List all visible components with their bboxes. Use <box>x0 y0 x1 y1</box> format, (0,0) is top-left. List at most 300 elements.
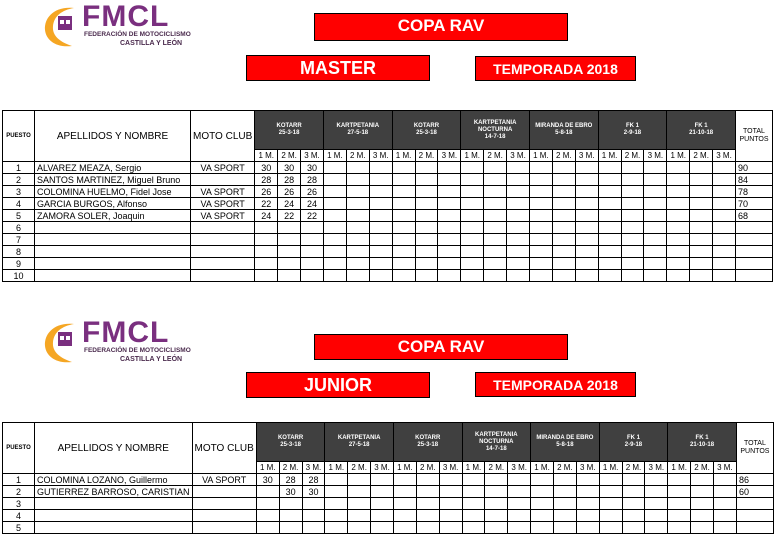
heat-header: 2 M. <box>346 150 369 162</box>
points-cell <box>439 474 462 486</box>
total-cell <box>735 234 772 246</box>
points-cell <box>369 186 392 198</box>
points-cell <box>278 270 301 282</box>
points-cell <box>484 246 507 258</box>
heat-header: 1 M. <box>531 462 554 474</box>
heat-header: 2 M. <box>690 150 713 162</box>
points-cell <box>369 270 392 282</box>
club-cell <box>192 498 256 510</box>
club-cell: VA SPORT <box>192 474 256 486</box>
points-cell <box>531 498 554 510</box>
points-cell <box>416 498 439 510</box>
points-cell <box>644 210 667 222</box>
points-cell <box>371 474 394 486</box>
name-cell: GARCIA BURGOS, Alfonso <box>35 198 191 210</box>
table-row <box>3 198 773 210</box>
club-cell <box>191 174 255 186</box>
heat-header: 1 M. <box>393 462 416 474</box>
points-cell <box>690 162 713 174</box>
points-cell <box>690 174 713 186</box>
points-cell <box>690 198 713 210</box>
points-cell <box>621 198 644 210</box>
points-cell <box>392 198 415 210</box>
table-row <box>3 162 773 174</box>
name-cell: ALVAREZ MEAZA, Sergio <box>35 162 191 174</box>
points-cell <box>531 510 554 522</box>
points-cell <box>531 474 554 486</box>
points-cell: 30 <box>255 162 278 174</box>
position-cell: 9 <box>3 258 35 270</box>
points-cell <box>461 198 484 210</box>
points-cell: 22 <box>255 198 278 210</box>
points-cell <box>552 186 575 198</box>
points-cell <box>302 498 325 510</box>
points-cell <box>369 222 392 234</box>
table-row <box>3 222 773 234</box>
points-cell <box>461 222 484 234</box>
points-cell <box>392 162 415 174</box>
club-cell: VA SPORT <box>191 186 255 198</box>
standings-table <box>2 422 774 534</box>
fmcl-emblem-icon <box>42 318 82 366</box>
position-cell: 1 <box>3 162 35 174</box>
points-cell <box>598 162 621 174</box>
points-cell <box>392 186 415 198</box>
points-cell <box>598 234 621 246</box>
position-cell: 10 <box>3 270 35 282</box>
points-cell <box>529 234 552 246</box>
points-cell <box>346 270 369 282</box>
race-header <box>529 111 598 150</box>
points-cell <box>667 198 690 210</box>
points-cell <box>644 222 667 234</box>
points-cell <box>301 234 324 246</box>
points-cell <box>621 186 644 198</box>
points-cell <box>691 474 714 486</box>
points-cell <box>323 222 346 234</box>
race-header <box>667 111 736 150</box>
points-cell <box>599 474 622 486</box>
points-cell <box>255 258 278 270</box>
heat-header: 1 M. <box>529 150 552 162</box>
points-cell <box>644 198 667 210</box>
points-cell <box>667 270 690 282</box>
points-cell <box>461 258 484 270</box>
points-cell <box>691 498 714 510</box>
points-cell <box>713 222 736 234</box>
points-cell <box>416 522 439 534</box>
points-cell <box>713 198 736 210</box>
heat-header: 1 M. <box>256 462 279 474</box>
club-cell <box>191 234 255 246</box>
points-cell <box>575 222 598 234</box>
points-cell <box>393 486 416 498</box>
heat-header: 3 M. <box>301 150 324 162</box>
name-cell: GUTIERREZ BARROSO, CARISTIAN <box>34 486 192 498</box>
points-cell <box>301 222 324 234</box>
points-cell <box>484 162 507 174</box>
heat-header: 3 M. <box>575 150 598 162</box>
total-cell <box>736 510 773 522</box>
points-cell <box>302 522 325 534</box>
points-cell <box>416 486 439 498</box>
points-cell <box>438 210 461 222</box>
points-cell <box>644 174 667 186</box>
points-cell <box>690 222 713 234</box>
position-cell: 8 <box>3 246 35 258</box>
points-cell <box>369 198 392 210</box>
heat-header: 1 M. <box>599 462 622 474</box>
total-cell <box>736 498 773 510</box>
points-cell <box>645 522 668 534</box>
points-cell <box>644 186 667 198</box>
points-cell <box>369 234 392 246</box>
points-cell <box>690 258 713 270</box>
total-cell <box>735 222 772 234</box>
points-cell <box>438 174 461 186</box>
table-row <box>3 258 773 270</box>
points-cell <box>621 246 644 258</box>
total-cell: 86 <box>736 474 773 486</box>
heat-header: 1 M. <box>392 150 415 162</box>
category-banner: JUNIOR <box>246 372 430 398</box>
points-cell <box>439 498 462 510</box>
race-header <box>323 111 392 150</box>
name-cell: ZAMORA SOLER, Joaquin <box>35 210 191 222</box>
points-cell <box>462 474 485 486</box>
points-cell <box>301 270 324 282</box>
position-cell: 3 <box>3 498 35 510</box>
points-cell <box>325 522 348 534</box>
points-cell <box>668 474 691 486</box>
fmcl-logo <box>42 2 242 52</box>
points-cell <box>369 246 392 258</box>
points-cell <box>439 522 462 534</box>
heat-header: 3 M. <box>713 462 736 474</box>
season-banner: TEMPORADA 2018 <box>475 372 636 397</box>
points-cell <box>371 498 394 510</box>
points-cell <box>691 486 714 498</box>
points-cell <box>438 198 461 210</box>
points-cell: 28 <box>255 174 278 186</box>
points-cell <box>529 186 552 198</box>
points-cell <box>576 522 599 534</box>
points-cell <box>346 162 369 174</box>
points-cell <box>575 162 598 174</box>
heat-header: 3 M. <box>507 150 530 162</box>
points-cell <box>325 510 348 522</box>
total-cell <box>735 246 772 258</box>
position-cell: 3 <box>3 186 35 198</box>
heat-header: 1 M. <box>668 462 691 474</box>
fmcl-emblem-icon <box>42 2 82 50</box>
season-banner: TEMPORADA 2018 <box>475 56 636 81</box>
points-cell <box>256 510 279 522</box>
points-cell <box>507 198 530 210</box>
heat-header: 2 M. <box>553 462 576 474</box>
heat-header: 3 M. <box>508 462 531 474</box>
points-cell <box>415 222 438 234</box>
points-cell <box>575 246 598 258</box>
points-cell <box>668 510 691 522</box>
points-cell <box>552 210 575 222</box>
points-cell <box>438 186 461 198</box>
heat-header: 3 M. <box>438 150 461 162</box>
points-cell <box>622 486 645 498</box>
race-header <box>325 423 394 462</box>
total-cell: 84 <box>735 174 772 186</box>
race-header <box>256 423 325 462</box>
heat-header: 1 M. <box>598 150 621 162</box>
points-cell <box>393 510 416 522</box>
points-cell <box>690 234 713 246</box>
points-cell: 26 <box>278 186 301 198</box>
org-name: FMCL <box>82 316 170 349</box>
points-cell <box>622 474 645 486</box>
points-cell <box>690 246 713 258</box>
points-cell <box>552 162 575 174</box>
race-date: 25-3-18 <box>278 130 300 136</box>
points-cell <box>621 270 644 282</box>
points-cell <box>484 198 507 210</box>
points-cell <box>598 174 621 186</box>
position-cell: 7 <box>3 234 35 246</box>
heat-header: 1 M. <box>325 462 348 474</box>
heat-header: 2 M. <box>622 462 645 474</box>
points-cell <box>645 474 668 486</box>
name-cell <box>35 234 191 246</box>
points-cell <box>279 522 302 534</box>
name-cell <box>34 522 192 534</box>
points-cell <box>552 222 575 234</box>
points-cell <box>713 522 736 534</box>
points-cell <box>323 210 346 222</box>
points-cell: 28 <box>279 474 302 486</box>
points-cell <box>323 186 346 198</box>
points-cell <box>529 198 552 210</box>
heat-header: 3 M. <box>439 462 462 474</box>
club-cell <box>191 246 255 258</box>
points-cell <box>576 498 599 510</box>
heat-header: 1 M. <box>323 150 346 162</box>
name-cell <box>34 510 192 522</box>
race-date: 25-3-18 <box>280 442 301 448</box>
points-cell <box>392 174 415 186</box>
table-row <box>3 174 773 186</box>
points-cell <box>667 210 690 222</box>
points-cell <box>323 234 346 246</box>
race-name: KARTPETANIA <box>336 123 380 129</box>
points-cell <box>531 522 554 534</box>
total-cell: 68 <box>735 210 772 222</box>
points-cell <box>438 234 461 246</box>
points-cell <box>323 162 346 174</box>
points-cell <box>438 258 461 270</box>
race-name: KARTPETANIA NOCTURNA <box>473 119 517 133</box>
points-cell <box>461 174 484 186</box>
heat-header: 2 M. <box>484 150 507 162</box>
points-cell <box>598 186 621 198</box>
points-cell <box>508 486 531 498</box>
points-cell: 28 <box>278 174 301 186</box>
points-cell: 30 <box>279 486 302 498</box>
points-cell <box>279 498 302 510</box>
points-cell <box>348 498 371 510</box>
points-cell <box>668 498 691 510</box>
total-cell <box>735 258 772 270</box>
race-name: KARTPETANIA NOCTURNA <box>475 431 518 445</box>
club-header: MOTO CLUB <box>192 423 256 474</box>
points-cell: 30 <box>301 162 324 174</box>
points-cell <box>575 174 598 186</box>
race-name: KOTARR <box>413 123 440 129</box>
points-cell <box>301 246 324 258</box>
points-cell <box>622 510 645 522</box>
points-cell <box>621 210 644 222</box>
points-cell <box>461 246 484 258</box>
points-cell <box>668 522 691 534</box>
points-cell <box>553 474 576 486</box>
position-cell: 2 <box>3 486 35 498</box>
race-name: MIRANDA DE EBRO <box>536 435 594 441</box>
points-cell <box>415 258 438 270</box>
heat-header: 1 M. <box>462 462 485 474</box>
org-line-2: CASTILLA Y LEÓN <box>120 40 183 47</box>
points-cell <box>713 258 736 270</box>
race-header <box>598 111 667 150</box>
points-cell <box>323 198 346 210</box>
points-cell <box>255 270 278 282</box>
heat-header: 2 M. <box>416 462 439 474</box>
points-cell <box>393 498 416 510</box>
heat-header: 1 M. <box>667 150 690 162</box>
points-cell <box>325 474 348 486</box>
points-cell <box>507 258 530 270</box>
points-cell <box>645 498 668 510</box>
points-cell <box>507 234 530 246</box>
points-cell <box>392 258 415 270</box>
points-cell <box>461 162 484 174</box>
points-cell <box>485 510 508 522</box>
club-cell <box>191 258 255 270</box>
total-cell: 70 <box>735 198 772 210</box>
race-name: KARTPETANIA <box>337 435 381 441</box>
points-cell <box>278 258 301 270</box>
race-date: 25-3-18 <box>416 130 437 136</box>
points-cell <box>622 498 645 510</box>
points-cell <box>369 162 392 174</box>
points-cell <box>415 186 438 198</box>
points-cell <box>667 246 690 258</box>
points-cell <box>575 234 598 246</box>
points-cell: 30 <box>256 474 279 486</box>
race-name: KOTARR <box>277 435 304 441</box>
name-cell: COLOMINA LOZANO, Guillermo <box>34 474 192 486</box>
points-cell <box>691 522 714 534</box>
points-cell <box>529 270 552 282</box>
points-cell <box>575 210 598 222</box>
race-date: 21-10-18 <box>689 130 714 136</box>
points-cell <box>622 522 645 534</box>
points-cell <box>323 174 346 186</box>
title-banner: COPA RAV <box>314 13 568 41</box>
points-cell <box>713 210 736 222</box>
points-cell <box>713 174 736 186</box>
table-row <box>3 498 774 510</box>
category-banner: MASTER <box>246 55 430 81</box>
points-cell <box>416 510 439 522</box>
race-header <box>599 423 668 462</box>
race-date: 5-8-18 <box>556 442 574 448</box>
points-cell <box>713 510 736 522</box>
points-cell <box>301 258 324 270</box>
points-cell <box>346 210 369 222</box>
points-cell <box>392 210 415 222</box>
points-cell <box>438 270 461 282</box>
points-cell: 24 <box>278 198 301 210</box>
points-cell <box>552 258 575 270</box>
table-row <box>3 210 773 222</box>
table-row <box>3 486 774 498</box>
points-cell <box>553 498 576 510</box>
points-cell <box>278 246 301 258</box>
junior-section <box>0 314 774 534</box>
points-cell <box>713 186 736 198</box>
points-cell <box>302 510 325 522</box>
heat-header: 2 M. <box>415 150 438 162</box>
points-cell <box>348 510 371 522</box>
points-cell <box>621 162 644 174</box>
points-cell <box>667 174 690 186</box>
race-name: MIRANDA DE EBRO <box>535 123 593 129</box>
points-cell: 22 <box>278 210 301 222</box>
total-cell <box>735 270 772 282</box>
points-cell <box>713 234 736 246</box>
points-cell <box>255 234 278 246</box>
points-cell <box>621 174 644 186</box>
heat-header: 1 M. <box>255 150 278 162</box>
fmcl-logo <box>42 318 242 368</box>
points-cell <box>644 270 667 282</box>
points-cell: 28 <box>301 174 324 186</box>
points-cell <box>598 210 621 222</box>
points-cell <box>415 162 438 174</box>
org-name: FMCL <box>82 0 170 33</box>
heat-header: 3 M. <box>302 462 325 474</box>
table-row <box>3 510 774 522</box>
race-header <box>462 423 531 462</box>
points-cell <box>667 162 690 174</box>
points-cell <box>552 246 575 258</box>
points-cell <box>371 522 394 534</box>
table-row <box>3 474 774 486</box>
points-cell <box>484 210 507 222</box>
points-cell <box>713 270 736 282</box>
points-cell <box>279 510 302 522</box>
points-cell <box>690 210 713 222</box>
club-cell <box>192 486 256 498</box>
points-cell <box>529 246 552 258</box>
points-cell <box>346 246 369 258</box>
points-cell: 26 <box>255 186 278 198</box>
race-date: 27-5-18 <box>347 130 369 136</box>
points-cell <box>462 522 485 534</box>
points-cell <box>348 474 371 486</box>
points-cell <box>599 522 622 534</box>
points-cell <box>598 270 621 282</box>
points-cell <box>529 258 552 270</box>
points-cell <box>256 498 279 510</box>
